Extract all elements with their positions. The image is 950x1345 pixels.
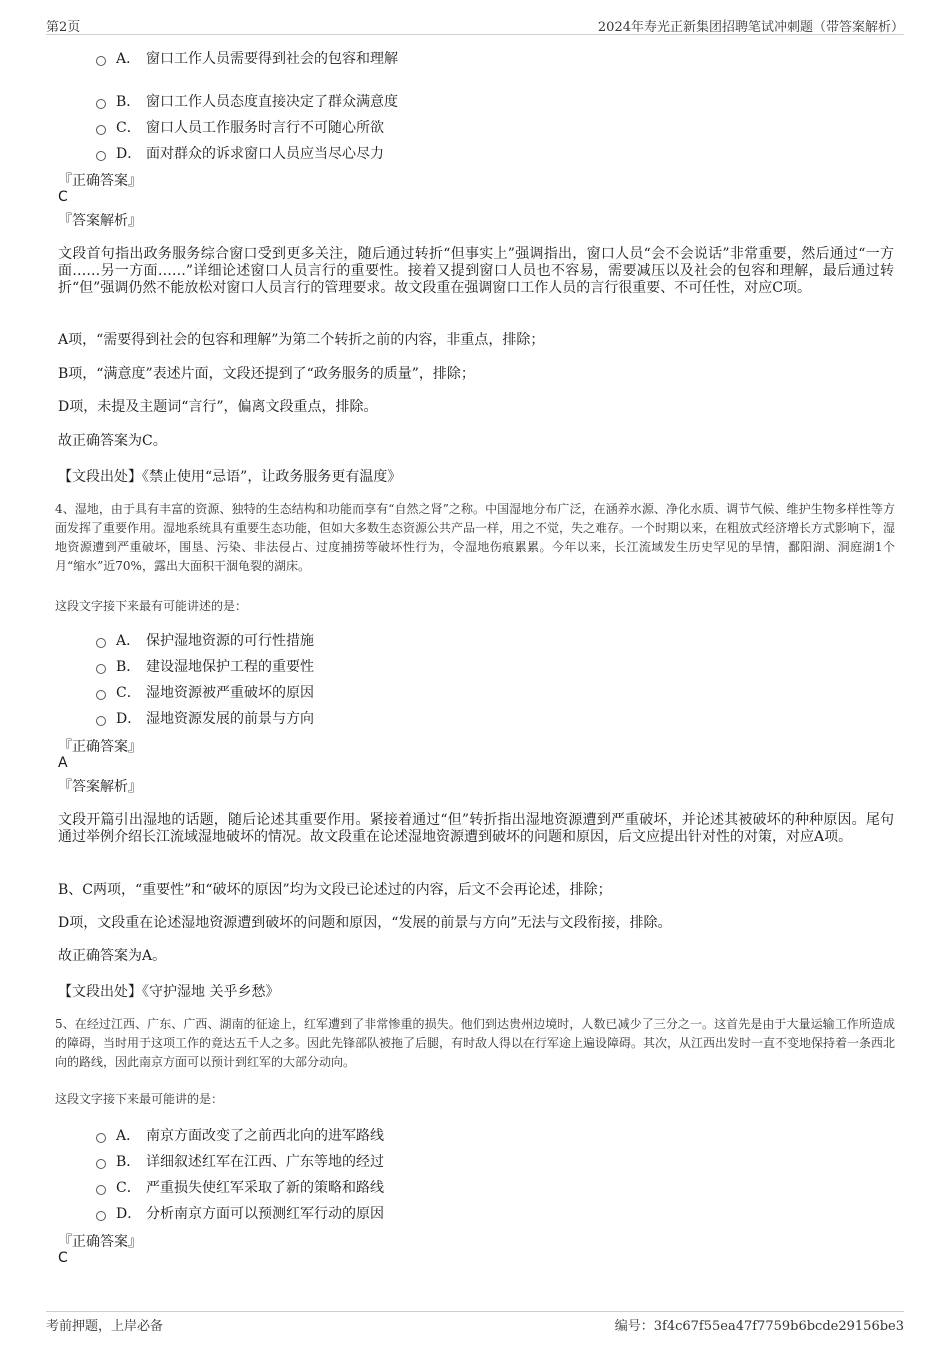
option-text: 窗口人员工作服务时言行不可随心所欲 [146, 120, 384, 136]
radio-icon[interactable] [96, 716, 106, 726]
option-letter: B． [116, 659, 141, 675]
q4-analysis-d: D项，文段重在论述湿地资源遭到破坏的问题和原因，“发展的前景与方向”无法与文段衔接，排除。 [58, 915, 672, 931]
radio-icon[interactable] [96, 690, 106, 700]
q5-answer: C [58, 1250, 68, 1266]
q4-analysis-label: 『答案解析』 [58, 779, 142, 795]
q5-prompt: 这段文字接下来最可能讲的是： [55, 1092, 224, 1106]
q5-answer-label: 『正确答案』 [58, 1234, 142, 1250]
q3-conclusion: 故正确答案为C。 [58, 433, 167, 449]
option-text: 面对群众的诉求窗口人员应当尽心尽力 [146, 146, 384, 162]
option-text: 严重损失使红军采取了新的策略和路线 [146, 1180, 384, 1196]
q4-option-a[interactable] [96, 630, 314, 650]
q4-option-b[interactable] [96, 656, 314, 676]
option-text: 南京方面改变了之前西北向的进军路线 [146, 1128, 384, 1144]
q3-option-d[interactable] [96, 143, 384, 163]
q3-answer: C [58, 189, 68, 205]
option-letter: D． [116, 1206, 142, 1222]
radio-icon[interactable] [96, 1159, 106, 1169]
option-letter: C． [116, 120, 141, 136]
q4-prompt: 这段文字接下来最有可能讲述的是： [55, 599, 248, 613]
radio-icon[interactable] [96, 151, 106, 161]
q3-analysis-a: A项，“需要得到社会的包容和理解”为第二个转折之前的内容，非重点，排除； [58, 332, 545, 348]
option-text: 分析南京方面可以预测红军行动的原因 [146, 1206, 384, 1222]
q5-option-b[interactable] [96, 1151, 384, 1171]
radio-icon[interactable] [96, 1133, 106, 1143]
radio-icon[interactable] [96, 99, 106, 109]
q3-option-b[interactable] [96, 91, 398, 111]
document-id: 编号：3f4c67f55ea47f7759b6bcde29156be3 [614, 1319, 904, 1334]
option-text: 保护湿地资源的可行性措施 [146, 633, 314, 649]
q4-analysis-bc: B、C两项，“重要性”和“破坏的原因”均为文段已论述过的内容，后文不会再论述，排除； [58, 882, 612, 898]
option-text: 湿地资源发展的前景与方向 [146, 711, 314, 727]
radio-icon[interactable] [96, 1211, 106, 1221]
option-letter: A． [116, 51, 141, 67]
option-letter: C． [116, 1180, 141, 1196]
option-letter: C． [116, 685, 141, 701]
q3-analysis-paragraph: 文段首句指出政务服务综合窗口受到更多关注，随后通过转折“但事实上”强调指出，窗口人员“会不会说话”非常重要，然后通过“一方面……另一方面……”详细论述窗口人员言行的重要性。接着又提到窗口人员也不容易，需要减压以及社会的包容和理解，最后通过转折“但”强调仍然不能放松对窗口人员言行的管理要求。故文段重在强调窗口工作人员的言行很重要、不可任性，对应C项。 [58, 246, 894, 296]
q5-option-d[interactable] [96, 1203, 384, 1223]
option-letter: D． [116, 146, 142, 162]
option-letter: A． [116, 633, 141, 649]
q4-option-c[interactable] [96, 682, 314, 702]
page-header [46, 14, 904, 35]
q5-option-c[interactable] [96, 1177, 384, 1197]
q3-analysis-d: D项，未提及主题词“言行”，偏离文段重点，排除。 [58, 399, 378, 415]
document-title: 2024年寿光正新集团招聘笔试冲刺题（带答案解析） [597, 20, 904, 35]
option-letter: B． [116, 94, 141, 110]
q4-conclusion: 故正确答案为A。 [58, 948, 167, 964]
radio-icon[interactable] [96, 1185, 106, 1195]
q5-stem: 5、在经过江西、广东、广西、湖南的征途上，红军遭到了非常惨重的损失。他们到达贵州边境时，人数已减少了三分之一。这首先是由于大量运输工作所造成的障碍，当时用于这项工作的竟达五千人之多。因此先锋部队被拖了后腿，有时敌人得以在行军途上遍设障碍。其次，从江西出发时一直不变地保持着一条西北向的路线，因此南京方面可以预计到红军的大部分动向。 [55, 1017, 896, 1069]
option-letter: D． [116, 711, 142, 727]
q4-answer: A [58, 755, 68, 771]
option-letter: B． [116, 1154, 141, 1170]
radio-icon[interactable] [96, 125, 106, 135]
q3-analysis-b: B项，“满意度”表述片面，文段还提到了“政务服务的质量”，排除； [58, 366, 475, 382]
q4-answer-label: 『正确答案』 [58, 739, 142, 755]
page-number: 第2页 [46, 20, 81, 35]
option-text: 窗口工作人员需要得到社会的包容和理解 [146, 51, 398, 67]
option-text: 窗口工作人员态度直接决定了群众满意度 [146, 94, 398, 110]
q4-analysis-paragraph: 文段开篇引出湿地的话题，随后论述其重要作用。紧接着通过“但”转折指出湿地资源遭到严重破坏，并论述其被破坏的种种原因。尾句通过举例介绍长江流域湿地破坏的情况。故文段重在论述湿地资源遭到破坏的问题和原因，后文应提出针对性的对策，对应A项。 [58, 812, 894, 845]
page-footer [46, 1311, 904, 1334]
q3-option-a[interactable] [96, 48, 398, 68]
option-text: 详细叙述红军在江西、广东等地的经过 [146, 1154, 384, 1170]
footer-slogan: 考前押题，上岸必备 [46, 1319, 164, 1334]
option-text: 湿地资源被严重破坏的原因 [146, 685, 314, 701]
option-text: 建设湿地保护工程的重要性 [146, 659, 314, 675]
q4-stem: 4、湿地，由于具有丰富的资源、独特的生态结构和功能而享有“自然之肾”之称。中国湿地分布广泛，在涵养水源、净化水质、调节气候、维护生物多样性等方面发挥了重要作用。湿地系统具有重要生态功能，但如大多数生态资源公共产品一样，用之不觉，失之难存。一个时期以来，在粗放式经济增长方式影响下，湿地资源遭到严重破坏，围垦、污染、非法侵占、过度捕捞等破坏性行为，令湿地伤痕累累。今年以来，长江流域发生历史罕见的旱情，鄱阳湖、洞庭湖1个月“缩水”近70%，露出大面积干涸龟裂的湖床。 [55, 502, 896, 573]
radio-icon[interactable] [96, 56, 106, 66]
q3-option-c[interactable] [96, 117, 384, 137]
q4-option-d[interactable] [96, 708, 314, 728]
q5-option-a[interactable] [96, 1125, 384, 1145]
q3-source: 【文段出处】《禁止使用“忌语”，让政务服务更有温度》 [58, 469, 402, 485]
radio-icon[interactable] [96, 664, 106, 674]
q4-source: 【文段出处】《守护湿地 关乎乡愁》 [58, 984, 280, 1000]
q3-answer-label: 『正确答案』 [58, 173, 142, 189]
radio-icon[interactable] [96, 638, 106, 648]
option-letter: A． [116, 1128, 141, 1144]
q3-analysis-label: 『答案解析』 [58, 213, 142, 229]
